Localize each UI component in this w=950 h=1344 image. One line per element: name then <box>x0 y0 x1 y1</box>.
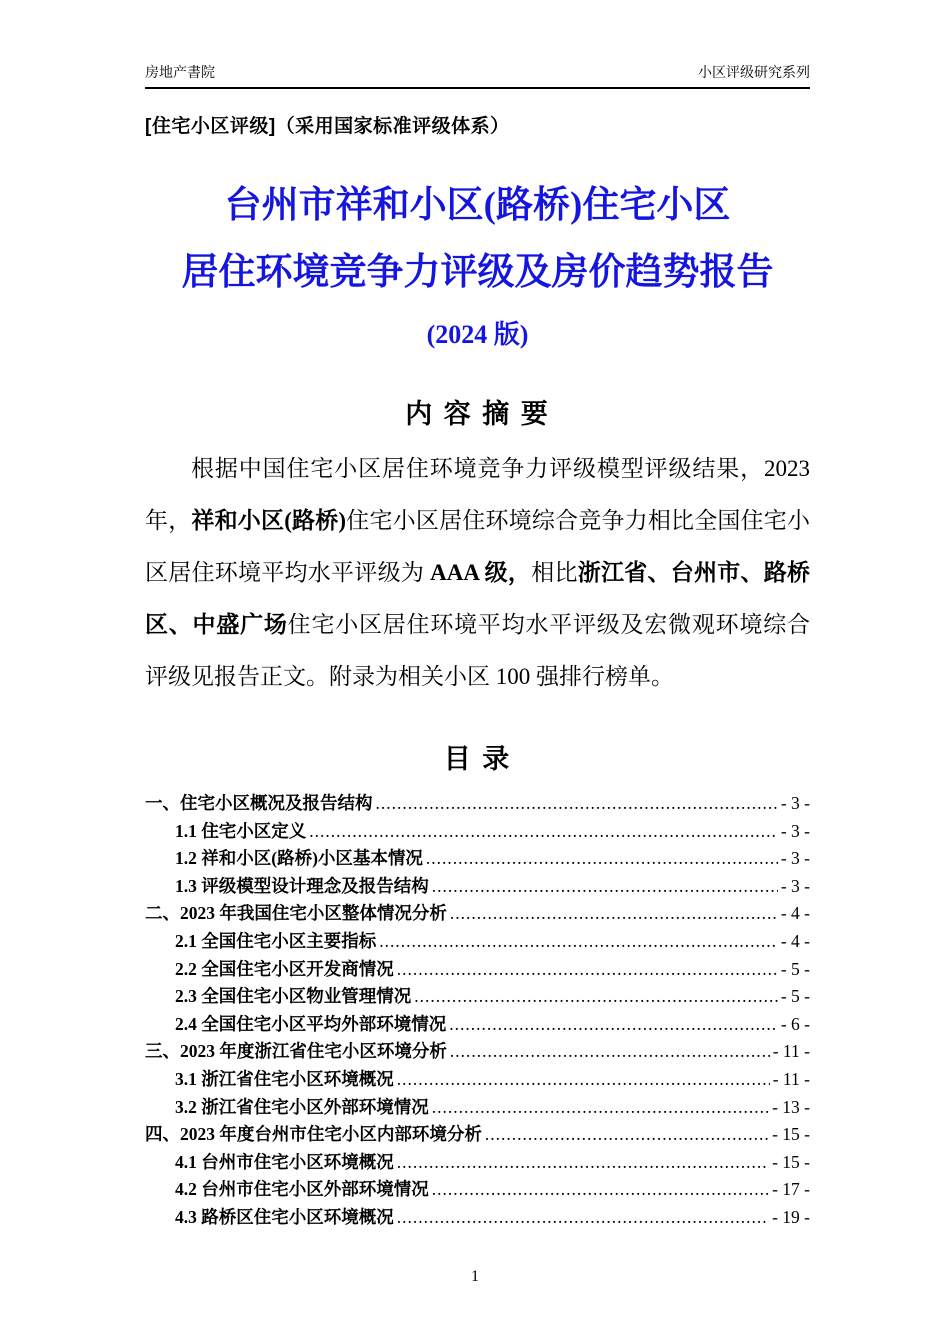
report-title-line1: 台州市祥和小区(路桥)住宅小区 <box>224 185 731 226</box>
toc-entry-label: 3.1 浙江省住宅小区环境概况 <box>175 1068 394 1089</box>
toc-entry <box>145 873 810 901</box>
page-number: 1 <box>471 1268 479 1285</box>
toc-entry-page: - 5 - <box>780 958 810 979</box>
toc-entry-label: 二、2023 年我国住宅小区整体情况分析 <box>145 903 447 924</box>
toc-leader-dots <box>432 873 778 901</box>
abstract-text-run: 相比 <box>531 559 578 585</box>
toc-entry <box>145 1011 810 1039</box>
toc-leader-dots <box>449 1011 778 1039</box>
running-header <box>145 62 810 89</box>
abstract-paragraph <box>145 443 810 703</box>
report-edition: (2024 版) <box>426 320 529 350</box>
toc-leader-dots <box>432 1094 769 1122</box>
toc-entry-page: - 4 - <box>780 930 810 951</box>
toc-leader-dots <box>397 1149 769 1177</box>
series-label: [住宅小区评级]（采用国家标准评级体系） <box>145 116 510 137</box>
abstract-bold-run: AAA 级， <box>430 559 532 585</box>
toc-leader-dots <box>485 1121 769 1149</box>
report-title-line2: 居住环境竞争力评级及房价趋势报告 <box>181 251 774 293</box>
toc-entry-label: 四、2023 年度台州市住宅小区内部环境分析 <box>145 1124 482 1145</box>
toc-entry-label: 2.4 全国住宅小区平均外部环境情况 <box>175 1013 447 1034</box>
toc-leader-dots <box>450 900 778 928</box>
toc-entry <box>145 1121 810 1149</box>
toc-entry-label: 1.2 祥和小区(路桥)小区基本情况 <box>175 848 423 869</box>
header-left-text: 房地产書院 <box>145 64 215 80</box>
abstract-heading: 内 容 摘 要 <box>405 398 550 429</box>
toc-entry-page: - 3 - <box>780 848 810 869</box>
abstract-text-run: 住宅小区居住环境平均水平评级及宏微观环境综合评级见报告正文。附录为相关小区 100 强排行榜单。 <box>145 611 811 689</box>
abstract-text-run: 住宅小区居住环境综合竞争力相比全国住宅小区居住环境平均水平评级为 <box>145 507 811 585</box>
toc-entry <box>145 900 810 928</box>
toc-entry-page: - 11 - <box>772 1068 810 1089</box>
toc-entry <box>145 956 810 984</box>
abstract-bold-run: 浙江省、台州市、路桥区、中盛广场 <box>145 559 811 637</box>
toc-entry-page: - 3 - <box>780 792 810 813</box>
toc-leader-dots <box>414 983 778 1011</box>
toc-entry-label: 3.2 浙江省住宅小区外部环境情况 <box>175 1096 429 1117</box>
toc-entry <box>145 818 810 846</box>
toc-leader-dots <box>432 1176 769 1204</box>
header-right-text: 小区评级研究系列 <box>698 64 810 80</box>
toc-entry-page: - 6 - <box>780 1013 810 1034</box>
toc-entry <box>145 983 810 1011</box>
toc-entry-label: 1.1 住宅小区定义 <box>175 820 307 841</box>
toc-leader-dots <box>379 928 778 956</box>
toc-entry-label: 4.1 台州市住宅小区环境概况 <box>175 1151 394 1172</box>
toc-entry-label: 4.2 台州市住宅小区外部环境情况 <box>175 1179 429 1200</box>
abstract-bold-run: 祥和小区(路桥) <box>191 507 347 533</box>
toc-entry-page: - 11 - <box>772 1041 810 1062</box>
toc-entry-label: 2.1 全国住宅小区主要指标 <box>175 930 377 951</box>
toc-entry <box>145 1094 810 1122</box>
toc-entry-page: - 4 - <box>780 903 810 924</box>
toc-entry-page: - 15 - <box>772 1124 810 1145</box>
toc-entry-label: 2.2 全国住宅小区开发商情况 <box>175 958 394 979</box>
toc-entry <box>145 1204 810 1232</box>
toc-entry <box>145 1038 810 1066</box>
report-title-block <box>145 186 810 350</box>
toc-leader-dots <box>309 818 778 846</box>
toc-entry-label: 1.3 评级模型设计理念及报告结构 <box>175 875 429 896</box>
toc-entry-label: 2.3 全国住宅小区物业管理情况 <box>175 986 412 1007</box>
toc-entry-label: 三、2023 年度浙江省住宅小区环境分析 <box>145 1041 447 1062</box>
toc-entry <box>145 1149 810 1177</box>
toc-leader-dots <box>450 1038 770 1066</box>
toc-entry-page: - 17 - <box>772 1179 810 1200</box>
toc-entry-label: 一、住宅小区概况及报告结构 <box>145 792 373 813</box>
toc-entry <box>145 790 810 818</box>
toc-leader-dots <box>397 1066 770 1094</box>
toc-entry <box>145 928 810 956</box>
toc-leader-dots <box>397 956 778 984</box>
toc-entry-label: 4.3 路桥区住宅小区环境概况 <box>175 1206 394 1227</box>
toc-entry <box>145 845 810 873</box>
toc-leader-dots <box>397 1204 769 1232</box>
toc-entry-page: - 19 - <box>772 1206 810 1227</box>
toc-leader-dots <box>376 790 778 818</box>
toc-entry-page: - 3 - <box>780 875 810 896</box>
toc-entry <box>145 1176 810 1204</box>
toc-entry <box>145 1066 810 1094</box>
abstract-text-run: 根据中国住宅小区居住环境竞争力评级模型评级结果，2023 年， <box>145 455 810 533</box>
toc-entry-page: - 13 - <box>772 1096 810 1117</box>
toc-entry-page: - 15 - <box>772 1151 810 1172</box>
toc-entry-page: - 3 - <box>780 820 810 841</box>
toc-heading: 目 录 <box>443 743 512 774</box>
toc-leader-dots <box>426 845 778 873</box>
table-of-contents <box>145 790 810 1232</box>
toc-entry-page: - 5 - <box>780 986 810 1007</box>
